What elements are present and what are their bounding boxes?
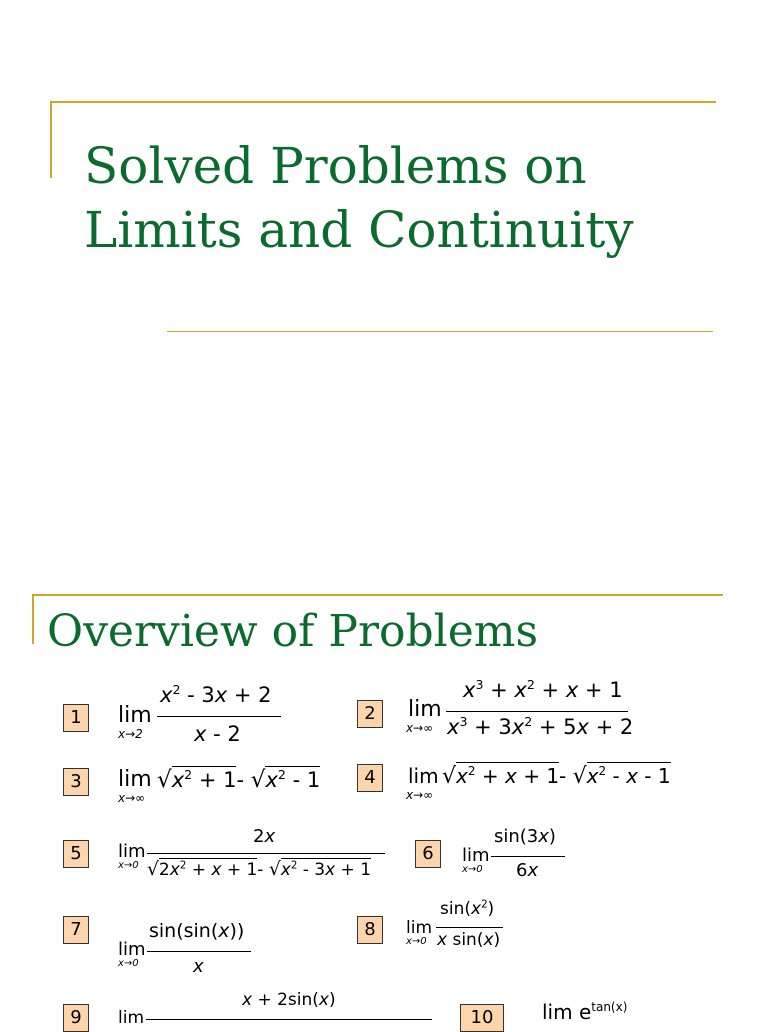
top-rule (50, 101, 716, 103)
problem-badge-7: 7 (63, 916, 89, 944)
problem-badge-9: 9 (63, 1004, 89, 1032)
problem-badge-10: 10 (460, 1004, 504, 1032)
title-line-1: Solved Problems on (84, 137, 587, 195)
title-line-2: Limits and Continuity (84, 201, 634, 259)
left-rule-2 (32, 594, 34, 644)
top-rule-2 (32, 594, 723, 596)
left-rule (50, 101, 52, 178)
problem-badge-5: 5 (63, 840, 89, 868)
problem-badge-8: 8 (357, 916, 383, 944)
problem-badge-1: 1 (63, 704, 89, 732)
problem-badge-2: 2 (357, 700, 383, 728)
slide-title (84, 134, 724, 262)
problem-badge-3: 3 (63, 768, 89, 796)
subtitle-rule (167, 331, 713, 332)
problem-badge-6: 6 (415, 840, 441, 868)
problem-badge-4: 4 (357, 764, 383, 792)
overview-title: Overview of Problems (47, 606, 539, 657)
